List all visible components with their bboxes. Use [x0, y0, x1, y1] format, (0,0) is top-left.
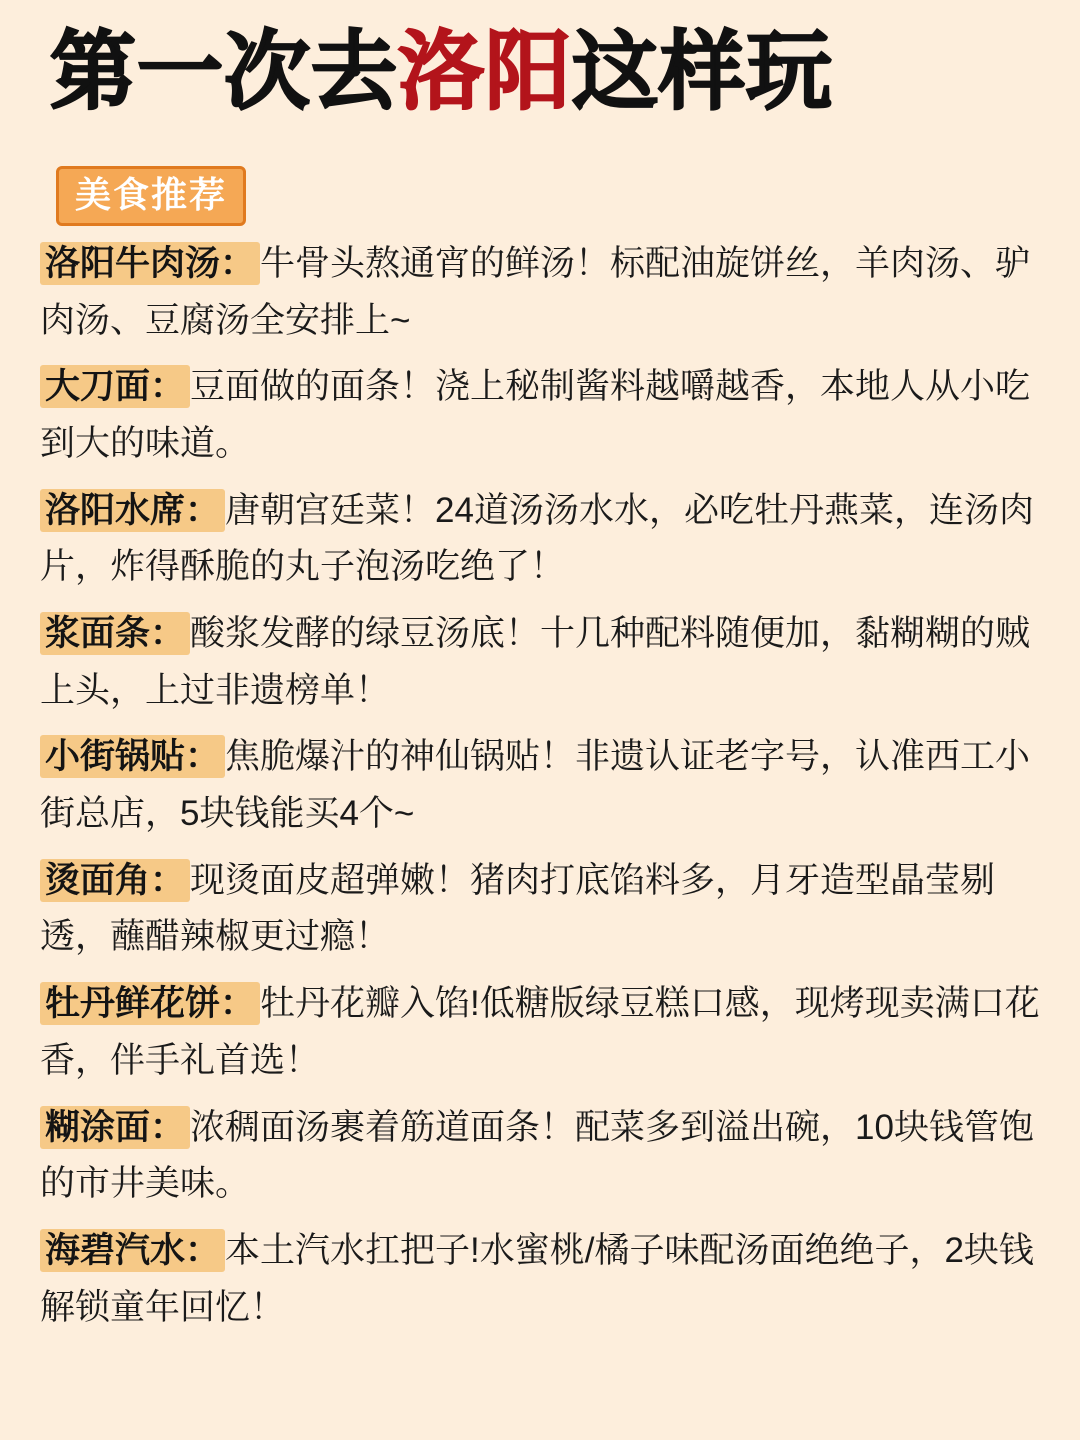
list-item — [40, 976, 1040, 1089]
food-name: 牡丹鲜花饼： — [40, 982, 260, 1025]
title-part-after: 这样玩 — [572, 24, 833, 120]
list-item — [40, 1223, 1040, 1336]
food-description: 酸浆发酵的绿豆汤底！十几种配料随便加，黏糊糊的贼上头，上过非遗榜单！ — [40, 614, 1031, 710]
list-item — [40, 236, 1040, 349]
food-name: 洛阳水席： — [40, 489, 225, 532]
food-name: 浆面条： — [40, 612, 190, 655]
list-item — [40, 1100, 1040, 1213]
food-name: 洛阳牛肉汤： — [40, 242, 260, 285]
title-highlight: 洛阳 — [398, 24, 572, 120]
food-description: 豆面做的面条！浇上秘制酱料越嚼越香，本地人从小吃到大的味道。 — [40, 367, 1031, 463]
food-description: 本土汽水扛把子!水蜜桃/橘子味配汤面绝绝子，2块钱解锁童年回忆！ — [40, 1230, 1034, 1327]
food-description: 浓稠面汤裹着筋道面条！配菜多到溢出碗，10块钱管饱的市井美味。 — [40, 1107, 1034, 1204]
food-description: 牛骨头熬通宵的鲜汤！标配油旋饼丝，羊肉汤、驴肉汤、豆腐汤全安排上~ — [40, 243, 1031, 340]
section-header — [56, 166, 1040, 226]
food-name: 糊涂面： — [40, 1106, 190, 1149]
food-name: 海碧汽水： — [40, 1229, 225, 1272]
list-item — [40, 853, 1040, 966]
food-description: 现烫面皮超弹嫩！猪肉打底馅料多，月牙造型晶莹剔透，蘸醋辣椒更过瘾！ — [40, 860, 996, 957]
page-title — [50, 24, 1040, 120]
food-list — [40, 236, 1040, 1336]
list-item — [40, 359, 1040, 472]
title-part-before: 第一次去 — [50, 24, 398, 120]
list-item — [40, 606, 1040, 719]
food-description: 唐朝宫廷菜！24道汤汤水水，必吃牡丹燕菜，连汤肉片，炸得酥脆的丸子泡汤吃绝了！ — [40, 490, 1034, 587]
food-name: 大刀面： — [40, 365, 190, 408]
food-description: 焦脆爆汁的神仙锅贴！非遗认证老字号，认准西工小街总店，5块钱能买4个~ — [40, 737, 1031, 834]
list-item — [40, 729, 1040, 842]
food-name: 烫面角： — [40, 859, 190, 902]
section-badge-food: 美食推荐 — [56, 166, 246, 226]
food-name: 小街锅贴： — [40, 735, 225, 778]
list-item — [40, 483, 1040, 596]
food-description: 牡丹花瓣入馅!低糖版绿豆糕口感，现烤现卖满口花香，伴手礼首选！ — [40, 984, 1040, 1080]
